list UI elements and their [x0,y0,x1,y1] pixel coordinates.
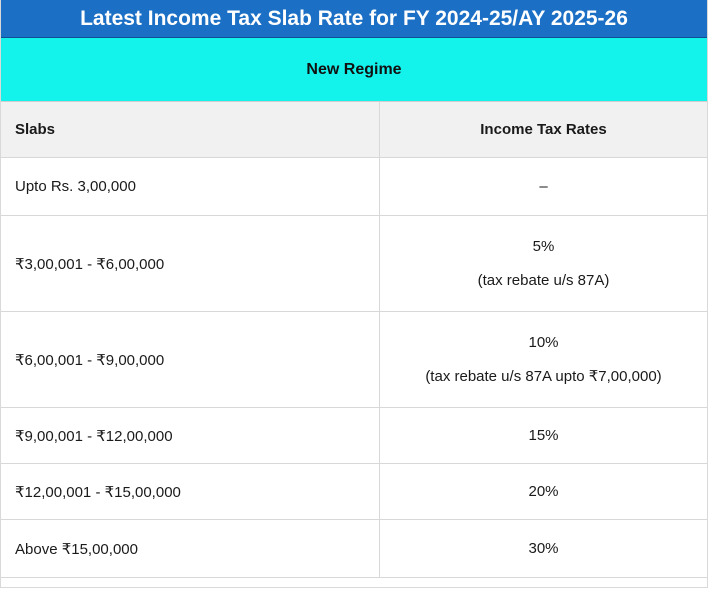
slab-cell: ₹12,00,001 - ₹15,00,000 [1,464,380,520]
rate-cell: – [380,158,708,216]
column-header-rates: Income Tax Rates [380,102,708,158]
table-row [1,408,707,464]
rate-cell [380,216,708,312]
slab-cell: Above ₹15,00,000 [1,520,380,578]
rate-cell: 15% [380,408,708,464]
rate-value: 5% [532,237,555,255]
rate-note: (tax rebate u/s 87A) [477,271,610,289]
table-row [1,312,707,408]
rate-value: 10% [528,333,559,351]
rate-cell [380,312,708,408]
slab-cell: Upto Rs. 3,00,000 [1,158,380,216]
table-row [1,216,707,312]
table-row [1,464,707,520]
regime-heading: New Regime [1,38,707,102]
rate-cell: 20% [380,464,708,520]
table-header-row [1,102,707,158]
slab-cell: ₹3,00,001 - ₹6,00,000 [1,216,380,312]
table-row [1,158,707,216]
page-title: Latest Income Tax Slab Rate for FY 2024-25/AY 2025-26 [1,0,707,38]
slab-cell: ₹6,00,001 - ₹9,00,000 [1,312,380,408]
slab-cell: ₹9,00,001 - ₹12,00,000 [1,408,380,464]
table-row [1,520,707,578]
rate-note: (tax rebate u/s 87A upto ₹7,00,000) [425,367,662,385]
rate-cell: 30% [380,520,708,578]
tax-slab-table [1,102,707,578]
column-header-slabs: Slabs [1,102,380,158]
